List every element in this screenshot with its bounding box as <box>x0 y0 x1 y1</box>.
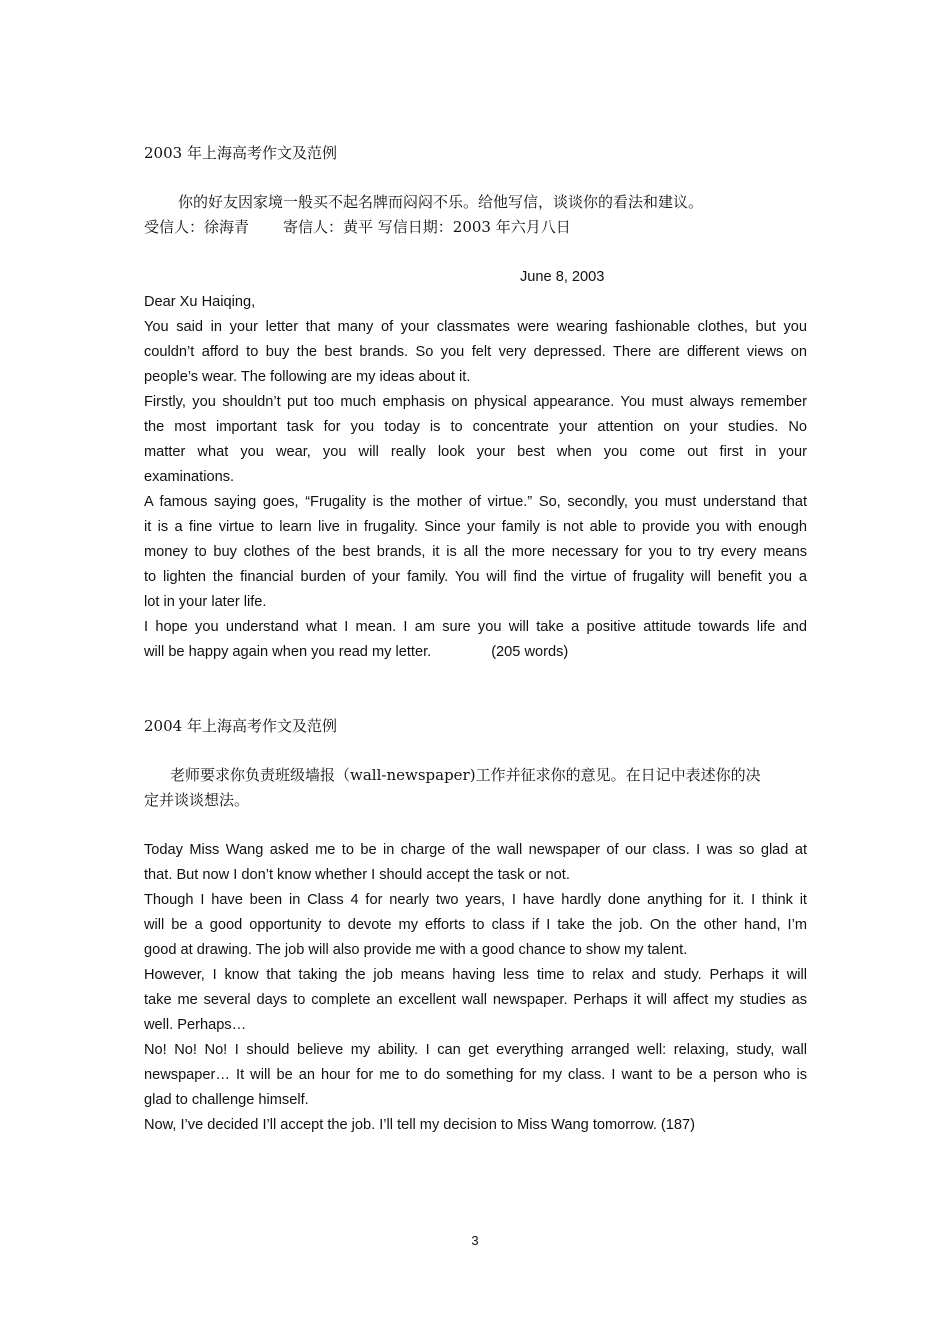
letter-line: people’s wear. The following are my ideas about it. <box>144 369 471 385</box>
letter-line: I hope you understand what I mean. I am sure you will take a positive attitude towards life and <box>144 619 807 635</box>
letter-line: will be happy again when you read my letter. <box>144 644 432 660</box>
letter-line: You said in your letter that many of your classmates were wearing fashionable clothes, but you <box>144 319 807 335</box>
word-count: (205 words) <box>491 644 569 660</box>
letter-greeting: Dear Xu Haiqing, <box>144 294 256 310</box>
letter-line: money to buy clothes of the best brands, it is all the more necessary for you to try every means <box>144 544 807 560</box>
prompt-2004-line1: 老师要求你负责班级墙报（wall-newspaper)工作并征求你的意见。在日记中表述你的决 <box>170 766 761 784</box>
diary-line: No! No! No! I should believe my ability. I can get everything arranged well: relaxing, study, wall <box>144 1042 807 1058</box>
diary-line: good at drawing. The job will also provide me with a good chance to show my talent. <box>144 942 688 958</box>
diary-line: will be a good opportunity to devote my efforts to class if I take the job. On the other hand, I’m <box>144 917 807 933</box>
prompt-2004-line2: 定并谈谈想法。 <box>144 791 250 809</box>
diary-line: However, I know that taking the job means having less time to relax and study. Perhaps it will <box>144 967 807 983</box>
diary-line: glad to challenge himself. <box>144 1092 309 1108</box>
section-title-2004: 2004 年上海高考作文及范例 <box>144 717 337 735</box>
page-number: 3 <box>471 1233 479 1248</box>
letter-line: examinations. <box>144 469 235 485</box>
diary-line: Today Miss Wang asked me to be in charge of the wall newspaper of our class. I was so glad at <box>144 842 807 858</box>
letter-meta-2003 <box>144 215 807 240</box>
letter-line: the most important task for you today is to concentrate your attention on your studies. No <box>144 419 807 435</box>
section-title-2003: 2003 年上海高考作文及范例 <box>144 144 337 162</box>
diary-line: take me several days to complete an excellent wall newspaper. Perhaps it will affect my studies as <box>144 992 807 1008</box>
letter-line: Firstly, you shouldn’t put too much emphasis on physical appearance. You must always remember <box>144 394 807 410</box>
diary-line: Now, I’ve decided I’ll accept the job. I’ll tell my decision to Miss Wang tomorrow. (187) <box>144 1117 696 1133</box>
recipient: 受信人：徐海青 <box>144 218 250 236</box>
diary-line: newspaper… It will be an hour for me to do something for my class. I want to be a person who is <box>144 1067 807 1083</box>
diary-line: that. But now I don’t know whether I should accept the task or not. <box>144 867 570 883</box>
letter-line: it is a fine virtue to learn live in frugality. Since your family is not able to provide you with enough <box>144 519 807 535</box>
letter-line: couldn’t afford to buy the best brands. So you felt very depressed. There are different views on <box>144 344 807 360</box>
letter-line: matter what you wear, you will really look your best when you come out first in your <box>144 444 807 460</box>
diary-line: Though I have been in Class 4 for nearly two years, I have hardly done anything for it. I think it <box>144 892 807 908</box>
letter-line: to lighten the financial burden of your family. You will find the virtue of frugality will benefit you a <box>144 569 807 585</box>
diary-line: well. Perhaps… <box>144 1017 247 1033</box>
letter-date: June 8, 2003 <box>520 269 605 285</box>
sender: 寄信人：黄平 写信日期：2003 年六月八日 <box>283 218 571 236</box>
letter-closing-line <box>144 640 807 665</box>
letter-line: A famous saying goes, “Frugality is the mother of virtue.” So, secondly, you must understand that <box>144 494 807 510</box>
letter-line: lot in your later life. <box>144 594 267 610</box>
prompt-2003: 你的好友因家境一般买不起名牌而闷闷不乐。给他写信，谈谈你的看法和建议。 <box>178 193 704 211</box>
